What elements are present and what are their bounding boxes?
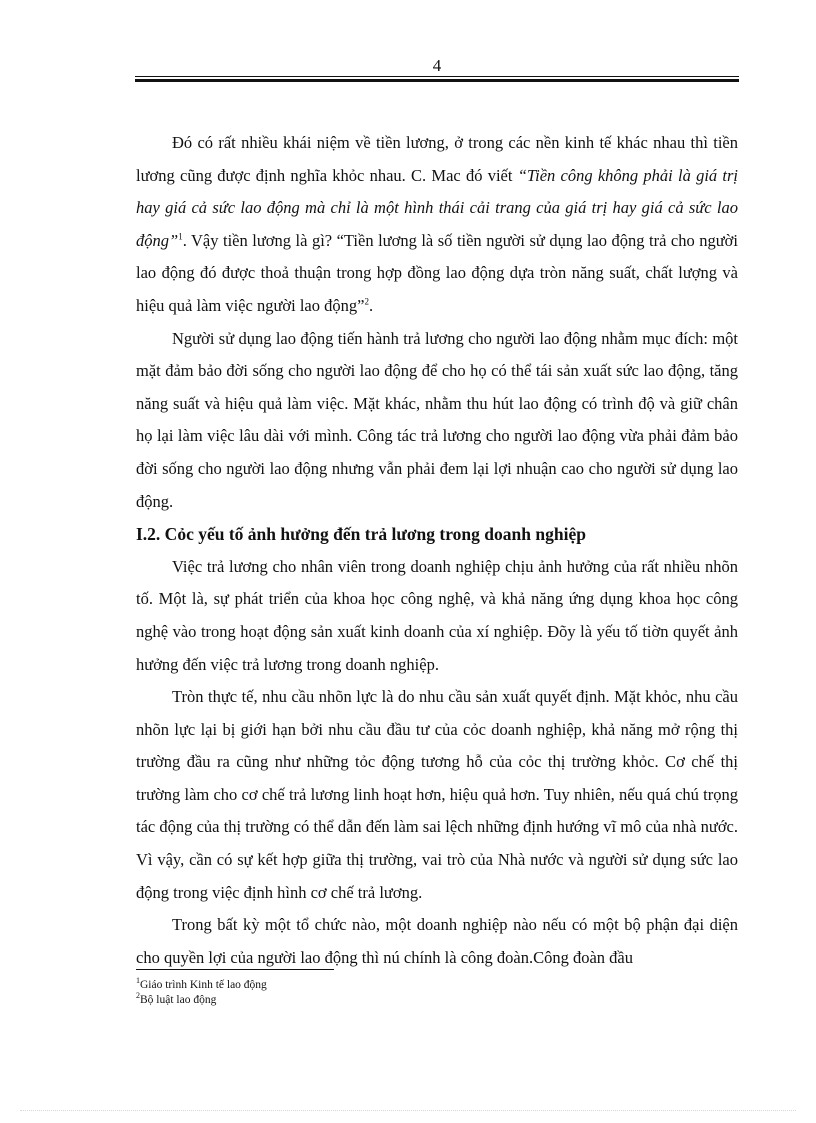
footnote-mark: 1 bbox=[136, 976, 140, 986]
paragraph-wage-concepts bbox=[136, 127, 738, 323]
paragraph-market-factor: Tròn thực tế, nhu cầu nhõn lực là do nhu cầu sản xuất quyết định. Mặt khỏc, nhu cầu nhõn lực lại bị giới hạn bởi nhu cầu đầu tư của cỏc doanh nghiệp, khả năng mở rộng thị trường đầu ra cũng như những tỏc động tương hỗ của cỏc thị trường khỏc. Cơ chế thị trường làm cho cơ chế trả lương linh hoạt hơn, hiệu quả hơn. Tuy nhiên, nếu quá chú trọng tác động của thị trường có thể dẫn đến làm sai lệch những định hướng vĩ mô của nhà nước. Vì vậy, cần có sự kết hợp giữa thị trường, vai trò của Nhà nước và người sử dụng sức lao động trong việc định hình cơ chế trả lương. bbox=[136, 687, 738, 902]
paragraph-text: . bbox=[368, 295, 374, 315]
paragraph-technology-factor: Việc trả lương cho nhân viên trong doanh nghiệp chịu ảnh hưởng của rất nhiều nhõn tố. Một là, sự phát triển của khoa học công nghệ, và khả năng ứng dụng khoa học công nghệ vào trong hoạt động sản xuất kinh doanh của xí nghiệp. Đõy là yếu tố tiờn quyết ảnh hưởng đến việc trả lương trong doanh nghiệp. bbox=[136, 556, 738, 674]
section-heading: I.2. Cỏc yếu tố ảnh hưởng đến trả lương trong doanh nghiệp bbox=[136, 524, 586, 545]
footnote-ref-2[interactable]: 2 bbox=[364, 296, 369, 307]
page-number: 4 bbox=[432, 56, 442, 75]
footnotes bbox=[136, 978, 267, 1008]
footnote-2 bbox=[136, 993, 267, 1008]
footnote-1 bbox=[136, 978, 267, 993]
marx-quote: “Tiền công không phải là giá trị hay giá cả sức lao động mà chỉ là một hình thái cải trang của giá trị hay giá cả sức lao động” bbox=[136, 165, 738, 250]
footnote-ref-1[interactable]: 1 bbox=[178, 231, 183, 242]
footnote-text: Giáo trình Kinh tế lao động bbox=[140, 979, 267, 991]
footnote-mark: 2 bbox=[136, 991, 140, 1001]
paragraph-text: . Vậy tiền lương là gì? “Tiền lương là số tiền người sử dụng lao động trả cho người lao động đó được thoả thuận trong hợp đồng lao động dựa tròn năng suất, chất lượng và hiệu quả làm việc người lao động” bbox=[136, 230, 738, 315]
header-rule-thin bbox=[135, 76, 739, 77]
footnote-separator bbox=[136, 969, 334, 970]
paragraph-text: Đó có rất nhiều khái niệm về tiền lương, ở trong các nền kinh tế khác nhau thì tiền lương cũng được định nghĩa khỏc nhau. C. Mac đó viết bbox=[136, 133, 738, 185]
document-body bbox=[136, 127, 738, 974]
paragraph-wage-purpose: Người sử dụng lao động tiến hành trả lương cho người lao động nhằm mục đích: một mặt đảm bảo đời sống cho người lao động để cho họ có thể tái sản xuất sức lao động, tăng năng suất và hiệu quả làm việc. Mặt khác, nhằm thu hút lao động có trình độ và giữ chân họ lại làm việc lâu dài với mình. Công tác trả lương cho người lao động vừa phải đảm bảo đời sống cho người lao động nhưng vẫn phải đem lại lợi nhuận cao cho người sử dụng lao động. bbox=[136, 328, 738, 511]
header-rule-thick bbox=[135, 79, 739, 82]
paragraph-trade-union: Trong bất kỳ một tổ chức nào, một doanh nghiệp nào nếu có một bộ phận đại diện cho quyền lợi của người lao động thì nú chính là công đoàn.Công đoàn đầu bbox=[136, 915, 738, 967]
footnote-text: Bộ luật lao động bbox=[140, 994, 217, 1006]
page-bottom-divider bbox=[20, 1110, 796, 1111]
